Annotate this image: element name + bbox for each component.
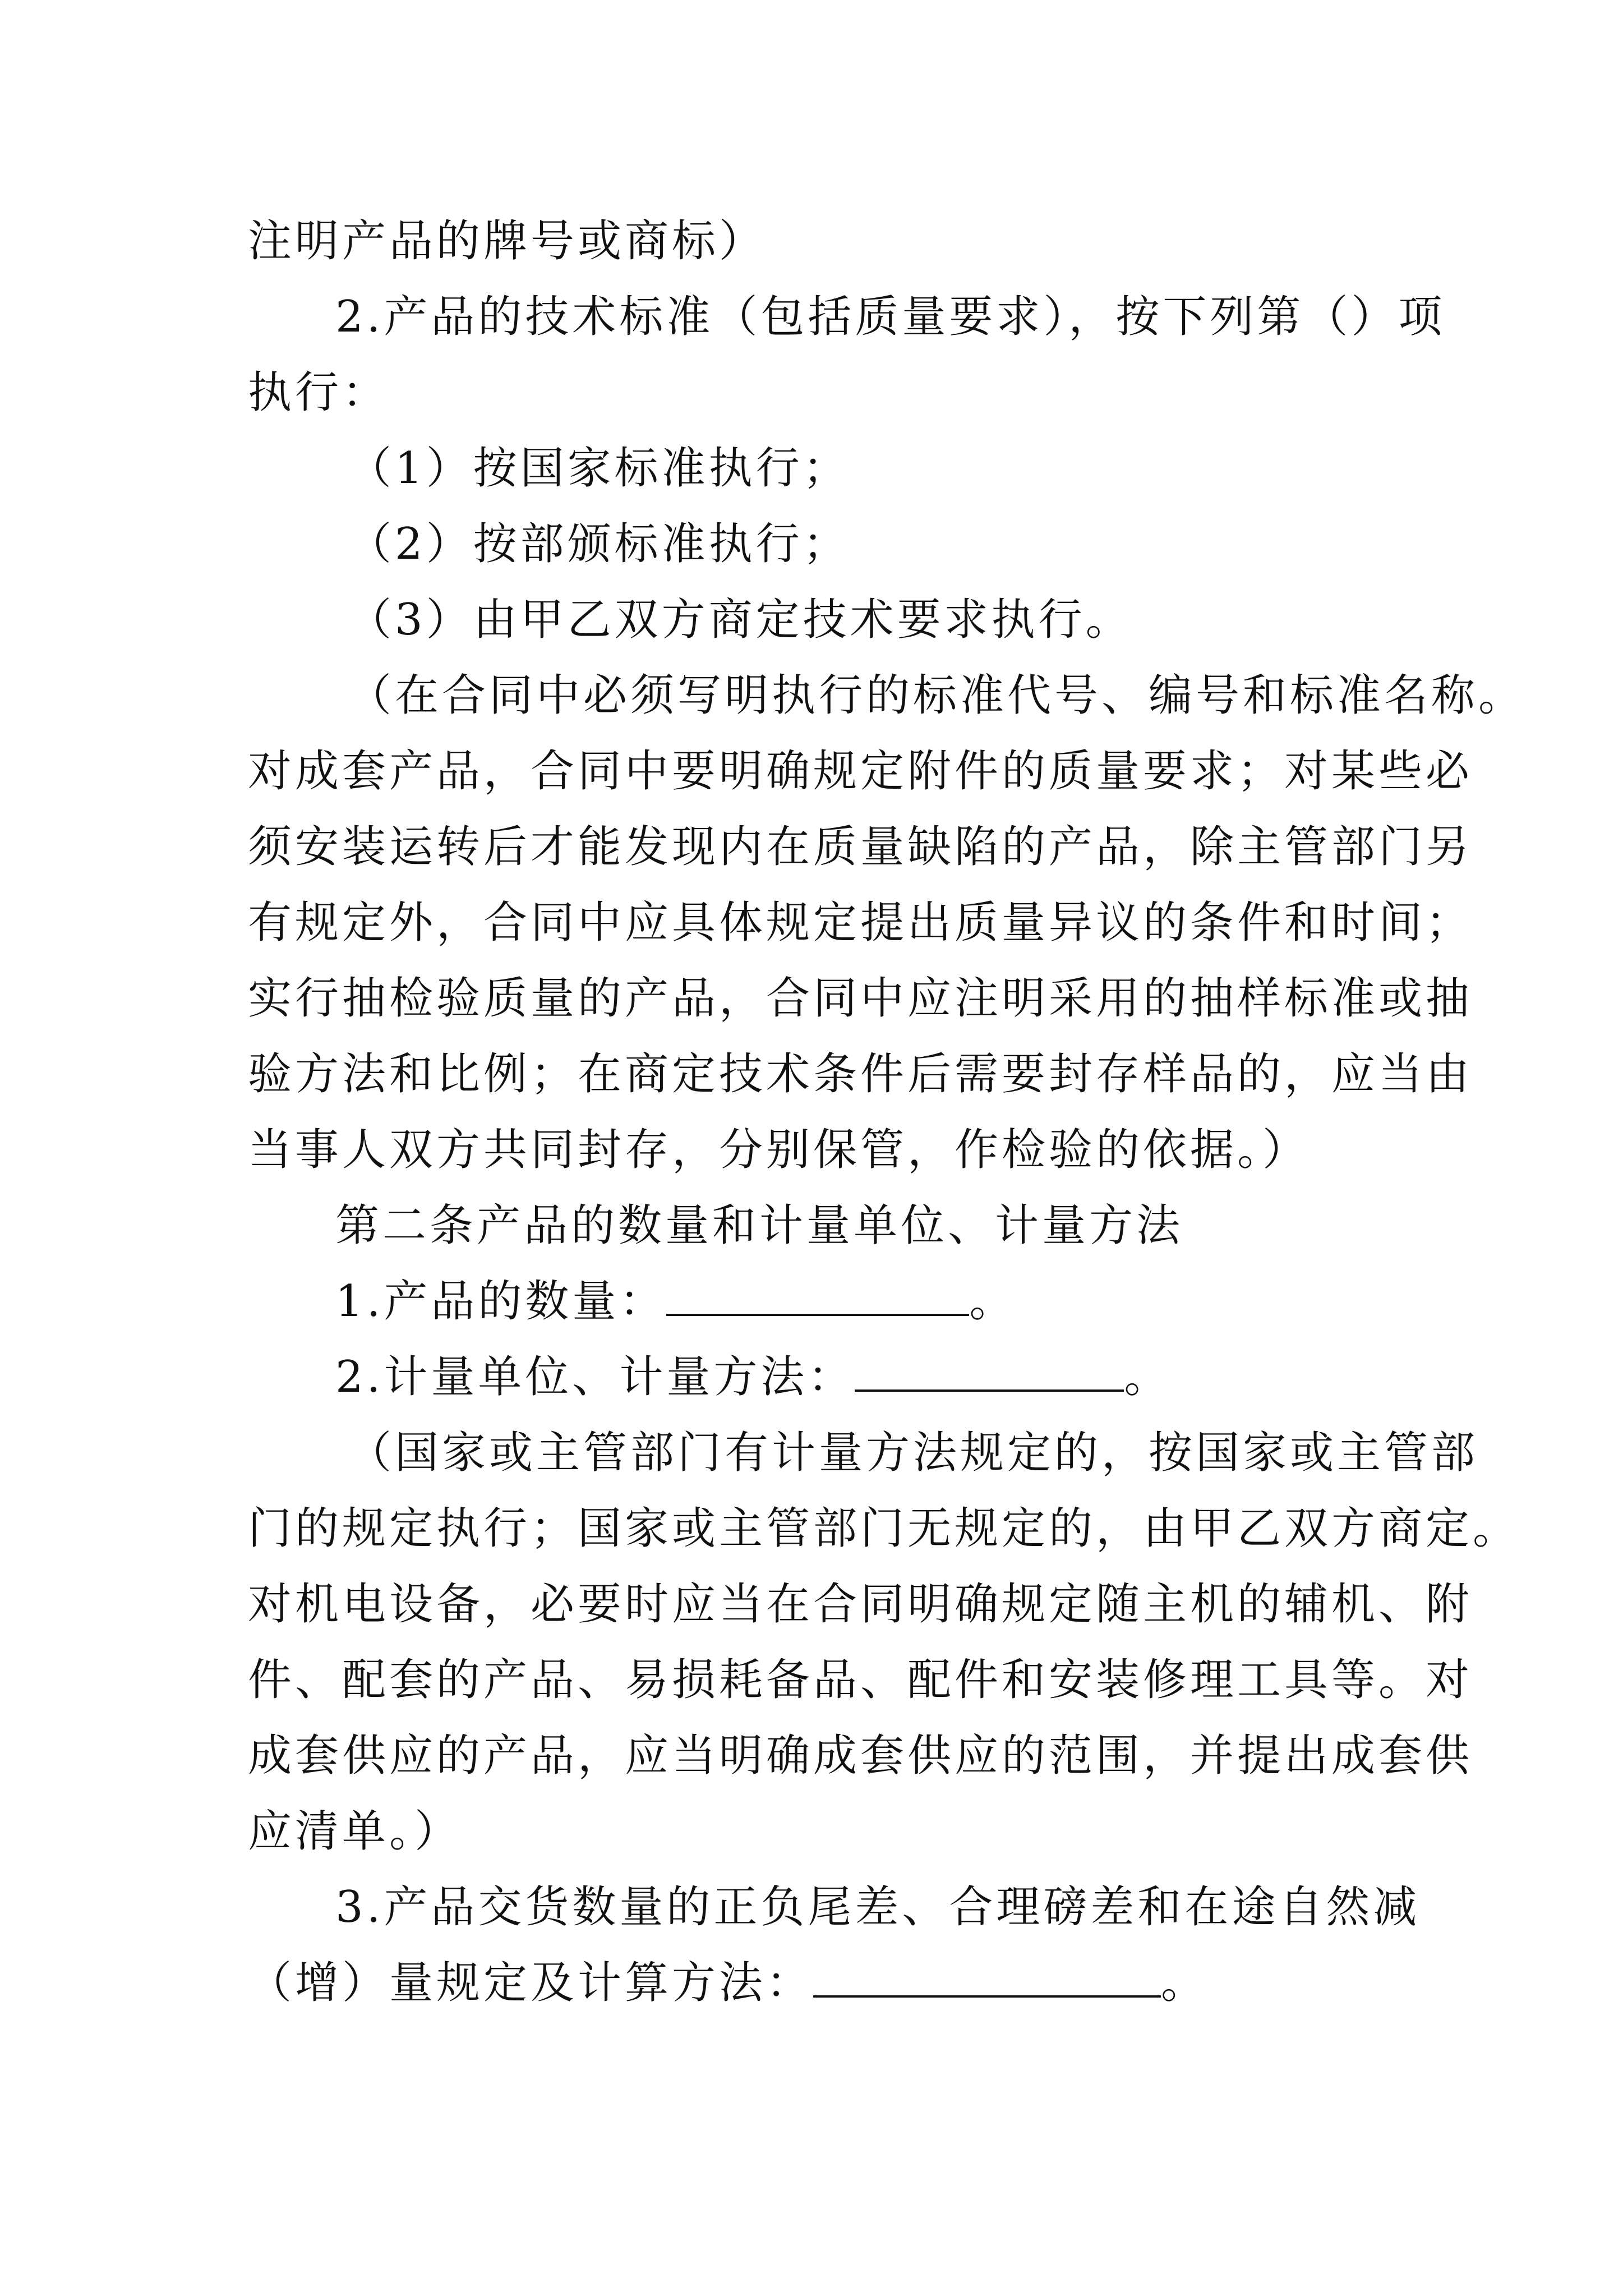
text-line: 有规定外，合同中应具体规定提出质量异议的条件和时间； <box>248 898 1473 948</box>
blank-field[interactable] <box>666 1273 969 1316</box>
text-line: 实行抽检验质量的产品，合同中应注明采用的抽样标准或抽 <box>248 973 1473 1024</box>
text-line: 3.产品交货数量的正负尾差、合理磅差和在途自然减 <box>335 1882 1421 1932</box>
field-label: （增）量规定及计算方法： <box>248 1958 814 2008</box>
text-line: 注明产品的牌号或商标） <box>248 216 767 266</box>
text-line: （在合同中必须写明执行的标准代号、编号和标准名称。 <box>348 670 1526 721</box>
field-end: 。 <box>969 1276 1017 1327</box>
text-line: 门的规定执行；国家或主管部门无规定的，由甲乙双方商定。 <box>248 1503 1520 1554</box>
text-line: （国家或主管部门有计量方法规定的，按国家或主管部 <box>348 1428 1479 1478</box>
fill-in-line <box>335 1273 1016 1329</box>
text-line: 对成套产品，合同中要明确规定附件的质量要求；对某些必 <box>248 746 1473 797</box>
text-line: 验方法和比例；在商定技术条件后需要封存样品的，应当由 <box>248 1049 1473 1099</box>
list-item: （2）按部颁标准执行； <box>348 519 850 569</box>
field-end: 。 <box>1161 1958 1209 2008</box>
list-item: （3）由甲乙双方商定技术要求执行。 <box>348 595 1133 645</box>
list-item: （1）按国家标准执行； <box>348 443 850 494</box>
text-line: 须安装运转后才能发现内在质量缺陷的产品，除主管部门另 <box>248 822 1473 872</box>
field-label: 1.产品的数量： <box>335 1276 667 1327</box>
text-line: 执行： <box>248 367 390 418</box>
text-line: 对机电设备，必要时应当在合同明确规定随主机的辅机、附 <box>248 1579 1473 1630</box>
field-label: 2.计量单位、计量方法： <box>335 1352 855 1402</box>
text-line: 应清单。） <box>248 1806 462 1857</box>
blank-field[interactable] <box>813 1955 1161 1998</box>
fill-in-line <box>248 1955 1208 2011</box>
field-end: 。 <box>1124 1352 1172 1402</box>
blank-field[interactable] <box>855 1349 1124 1392</box>
fill-in-line <box>335 1349 1171 1405</box>
text-line: 成套供应的产品，应当明确成套供应的范围，并提出成套供 <box>248 1731 1473 1781</box>
text-line: 2.产品的技术标准（包括质量要求），按下列第（）项 <box>335 292 1446 342</box>
text-line: 当事人双方共同封存，分别保管，作检验的依据。） <box>248 1125 1310 1175</box>
text-line: 件、配套的产品、易损耗备品、配件和安装修理工具等。对 <box>248 1655 1473 1705</box>
section-heading: 第二条产品的数量和计量单位、计量方法 <box>335 1200 1184 1251</box>
